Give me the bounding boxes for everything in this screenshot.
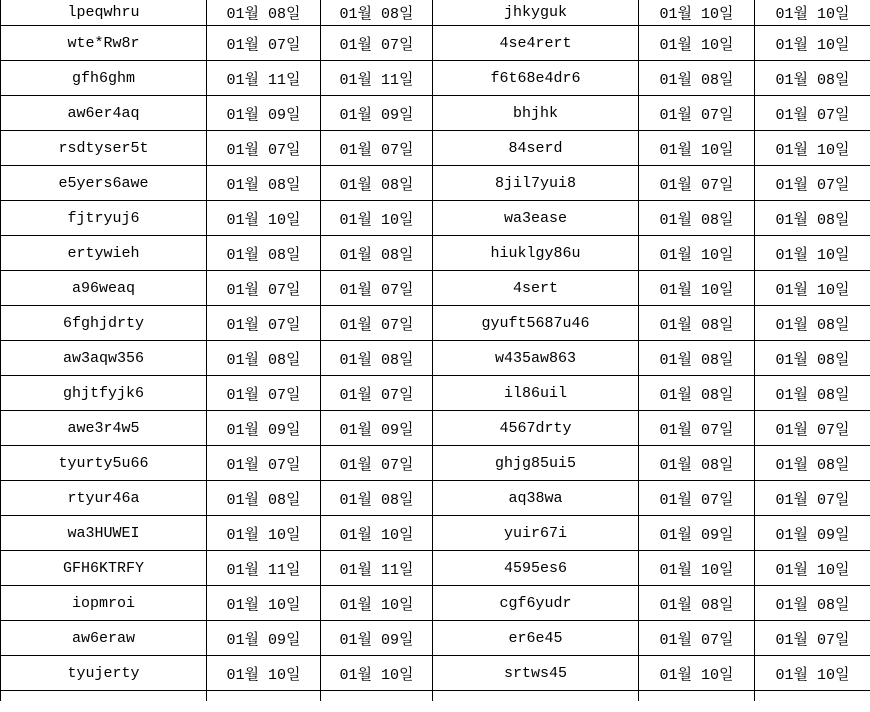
table-cell-date: 01월 10일 (755, 271, 870, 306)
table-cell-date: 01월 07일 (321, 446, 433, 481)
table-cell-date: 01월 10일 (207, 201, 321, 236)
table-cell-date: 01월 08일 (755, 586, 870, 621)
table-cell-name: hiuklgy86u (433, 236, 639, 271)
table-cell-date: 01월 10일 (639, 551, 755, 586)
table-cell-date: 01월 11일 (207, 551, 321, 586)
table-cell-date: 01월 07일 (207, 271, 321, 306)
table-cell-date: 01월 08일 (207, 341, 321, 376)
table-cell-date: 01월 08일 (321, 341, 433, 376)
table-cell-date: 01월 09일 (207, 411, 321, 446)
table-row (1, 656, 870, 691)
table-cell-date: 01월 08일 (639, 306, 755, 341)
table-row (1, 551, 870, 586)
table-cell-name: gyuft5687u46 (433, 306, 639, 341)
table-row (1, 271, 870, 306)
table-cell-date: 01월 08일 (755, 376, 870, 411)
table-cell-date: 01월 10일 (207, 516, 321, 551)
table-cell-date: 01월 09일 (321, 96, 433, 131)
table-cell-name: a96weaq (1, 271, 207, 306)
table-cell-name: e5yers6awe (1, 166, 207, 201)
table-cell-date: 01월 10일 (755, 26, 870, 61)
table-cell-empty (207, 691, 321, 702)
table-cell-name: iopmroi (1, 586, 207, 621)
table-cell-name: aw6er4aq (1, 96, 207, 131)
table-cell-name: ertywieh (1, 236, 207, 271)
table-cell-name: wte*Rw8r (1, 26, 207, 61)
table-cell-name: rtyur46a (1, 481, 207, 516)
table-cell-date: 01월 07일 (321, 271, 433, 306)
table-cell-date: 01월 07일 (639, 621, 755, 656)
table-cell-date: 01월 08일 (755, 61, 870, 96)
table-cell-date: 01월 10일 (639, 656, 755, 691)
table-row (1, 201, 870, 236)
table-cell-name: yuir67i (433, 516, 639, 551)
table-cell-date: 01월 10일 (639, 131, 755, 166)
table-cell-date: 01월 09일 (639, 516, 755, 551)
table-cell-name: ghjtfyjk6 (1, 376, 207, 411)
table-cell-date: 01월 10일 (207, 656, 321, 691)
table-cell-date: 01월 07일 (755, 621, 870, 656)
table-row (1, 0, 870, 26)
table-cell-date: 01월 10일 (755, 236, 870, 271)
table-cell-date: 01월 07일 (321, 131, 433, 166)
table-cell-date: 01월 10일 (321, 656, 433, 691)
table-cell-date: 01월 11일 (321, 551, 433, 586)
table-cell-date: 01월 10일 (639, 271, 755, 306)
table-cell-date: 01월 08일 (755, 446, 870, 481)
table-cell-date: 01월 07일 (639, 166, 755, 201)
table-cell-name: bhjhk (433, 96, 639, 131)
table-body (1, 0, 870, 701)
table-row (1, 516, 870, 551)
table-cell-name: 4se4rert (433, 26, 639, 61)
table-cell-date: 01월 07일 (207, 446, 321, 481)
table-cell-empty (639, 691, 755, 702)
table-cell-name: 6fghjdrty (1, 306, 207, 341)
table-cell-date: 01월 07일 (321, 306, 433, 341)
table-cell-date: 01월 07일 (755, 166, 870, 201)
table-cell-name: rsdtyser5t (1, 131, 207, 166)
table-row (1, 306, 870, 341)
table-cell-name: aw6eraw (1, 621, 207, 656)
table-row (1, 166, 870, 201)
table-cell-date: 01월 08일 (321, 481, 433, 516)
table-cell-date: 01월 10일 (639, 236, 755, 271)
table-cell-date: 01월 10일 (639, 0, 755, 26)
table-row (1, 61, 870, 96)
table-row (1, 481, 870, 516)
table-cell-empty (321, 691, 433, 702)
table-cell-name: 4595es6 (433, 551, 639, 586)
table-cell-name: 84serd (433, 131, 639, 166)
table-row (1, 26, 870, 61)
table-row (1, 621, 870, 656)
table-cell-date: 01월 10일 (321, 516, 433, 551)
table-cell-date: 01월 08일 (639, 201, 755, 236)
table-cell-name: lpeqwhru (1, 0, 207, 26)
table-cell-date: 01월 10일 (755, 551, 870, 586)
table-cell-name: wa3ease (433, 201, 639, 236)
table-cell-name: fjtryuj6 (1, 201, 207, 236)
table-cell-name: gfh6ghm (1, 61, 207, 96)
table-cell-empty (755, 691, 870, 702)
table-cell-name: cgf6yudr (433, 586, 639, 621)
table-cell-empty (433, 691, 639, 702)
table-cell-date: 01월 08일 (207, 236, 321, 271)
table-cell-date: 01월 07일 (755, 481, 870, 516)
table-cell-date: 01월 07일 (755, 96, 870, 131)
table-cell-date: 01월 08일 (639, 446, 755, 481)
table-cell-name: srtws45 (433, 656, 639, 691)
table-cell-name: awe3r4w5 (1, 411, 207, 446)
table-cell-date: 01월 07일 (321, 26, 433, 61)
table-cell-date: 01월 07일 (755, 411, 870, 446)
table-cell-date: 01월 10일 (207, 586, 321, 621)
table-cell-name: jhkyguk (433, 0, 639, 26)
table-cell-date: 01월 10일 (639, 26, 755, 61)
table-cell-date: 01월 09일 (207, 621, 321, 656)
table-row (1, 446, 870, 481)
table-cell-name: f6t68e4dr6 (433, 61, 639, 96)
table-cell-date: 01월 10일 (755, 131, 870, 166)
table-cell-date: 01월 08일 (755, 306, 870, 341)
table-cell-date: 01월 08일 (321, 166, 433, 201)
table-cell-date: 01월 09일 (755, 516, 870, 551)
table-cell-date: 01월 11일 (207, 61, 321, 96)
table-cell-name: il86uil (433, 376, 639, 411)
table-cell-name: tyurty5u66 (1, 446, 207, 481)
table-cell-date: 01월 08일 (321, 236, 433, 271)
table-row-partial (1, 691, 870, 702)
table-cell-name: 4567drty (433, 411, 639, 446)
table-cell-date: 01월 08일 (639, 341, 755, 376)
table-cell-name: 8jil7yui8 (433, 166, 639, 201)
table-cell-date: 01월 07일 (639, 411, 755, 446)
table-cell-name: er6e45 (433, 621, 639, 656)
table-cell-date: 01월 07일 (207, 306, 321, 341)
table-cell-empty (1, 691, 207, 702)
table-cell-name: 4sert (433, 271, 639, 306)
table-row (1, 236, 870, 271)
table-row (1, 341, 870, 376)
table-cell-name: ghjg85ui5 (433, 446, 639, 481)
table-cell-date: 01월 08일 (639, 586, 755, 621)
table-cell-date: 01월 08일 (207, 0, 321, 26)
table-cell-date: 01월 07일 (639, 481, 755, 516)
table-cell-date: 01월 08일 (321, 0, 433, 26)
table-cell-date: 01월 07일 (639, 96, 755, 131)
table-cell-date: 01월 10일 (321, 201, 433, 236)
table-cell-name: tyujerty (1, 656, 207, 691)
table-cell-name: w435aw863 (433, 341, 639, 376)
table-cell-name: GFH6KTRFY (1, 551, 207, 586)
table-cell-date: 01월 08일 (639, 376, 755, 411)
table-row (1, 376, 870, 411)
table-row (1, 131, 870, 166)
table-cell-date: 01월 09일 (321, 411, 433, 446)
table-cell-date: 01월 11일 (321, 61, 433, 96)
table-cell-date: 01월 08일 (755, 341, 870, 376)
table-cell-date: 01월 09일 (207, 96, 321, 131)
table-cell-date: 01월 07일 (207, 376, 321, 411)
table-cell-date: 01월 08일 (755, 201, 870, 236)
table-cell-date: 01월 10일 (755, 0, 870, 26)
table-cell-date: 01월 07일 (207, 131, 321, 166)
table-cell-date: 01월 08일 (207, 481, 321, 516)
table-cell-date: 01월 10일 (755, 656, 870, 691)
table-cell-name: aq38wa (433, 481, 639, 516)
table-cell-date: 01월 08일 (639, 61, 755, 96)
table-cell-name: wa3HUWEI (1, 516, 207, 551)
table-row (1, 411, 870, 446)
table-cell-date: 01월 09일 (321, 621, 433, 656)
table-cell-name: aw3aqw356 (1, 341, 207, 376)
table-cell-date: 01월 07일 (207, 26, 321, 61)
table-row (1, 586, 870, 621)
table-row (1, 96, 870, 131)
table-cell-date: 01월 07일 (321, 376, 433, 411)
table-cell-date: 01월 08일 (207, 166, 321, 201)
table-cell-date: 01월 10일 (321, 586, 433, 621)
